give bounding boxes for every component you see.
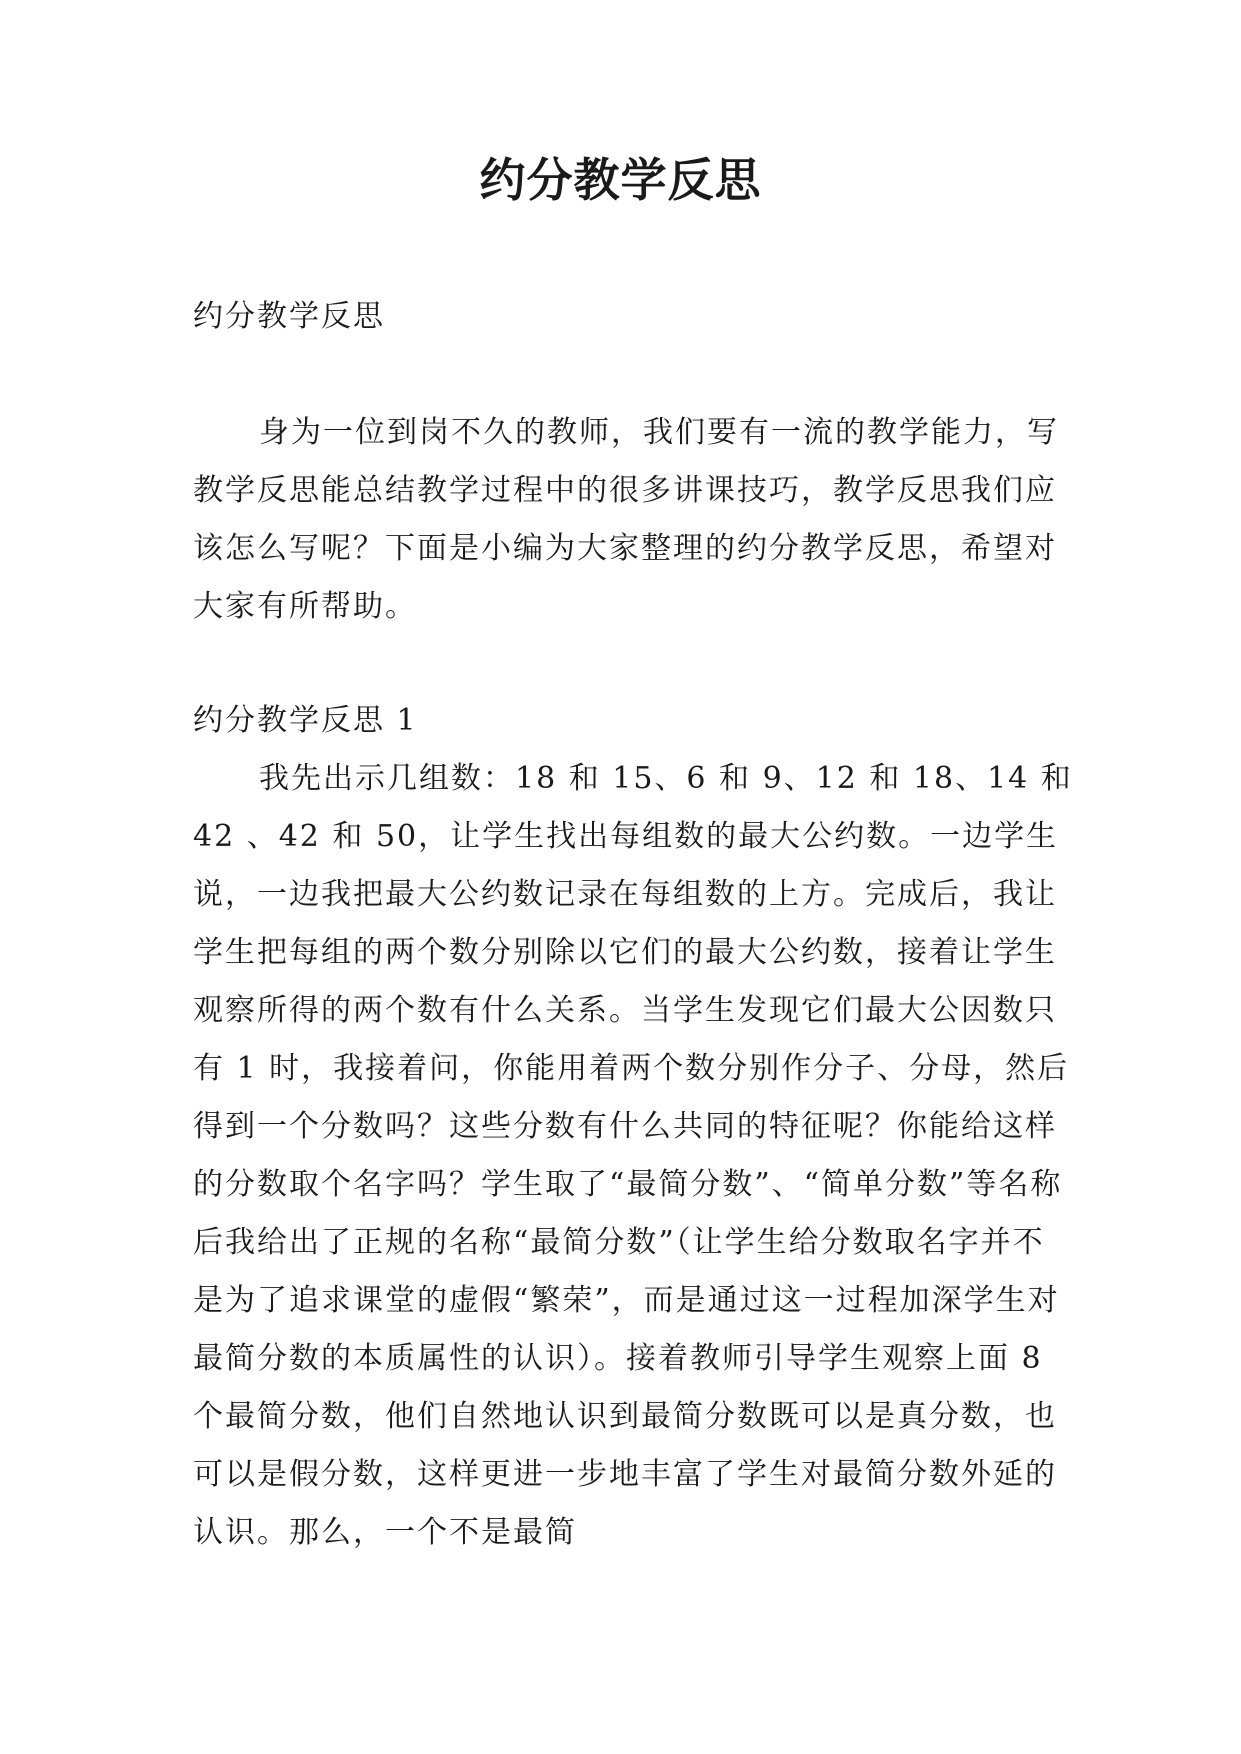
document-title: 约分教学反思	[479, 153, 762, 207]
body-paragraph: 我先出示几组数：18 和 15、6 和 9、12 和 18、14 和 42 、42 和 50，让学生找出每组数的最大公约数。一边学生说，一边我把最大公约数记录在每组数的上方。完成后，我让学生把每组的两个数分别除以它们的最大公约数，接着让学生观察所得的两个数有什么关系。当学生发现它们最大公因数只有 1 时，我接着问，你能用着两个数分别作分子、分母，然后得到一个分数吗？这些分数有什么共同的特征呢？你能给这样的分数取个名字吗？学生取了“最简分数”、“简单分数”等名称后我给出了正规的名称“最简分数”（让学生给分数取名字并不是为了追求课堂的虚假“繁荣”，而是通过这一过程加深学生对最简分数的本质属性的认识）。接着教师引导学生观察上面 8 个最简分数，他们自然地认识到最简分数既可以是真分数，也可以是假分数，这样更进一步地丰富了学生对最简分数外延的认识。那么，一个不是最简	[193, 761, 1073, 1550]
document-subtitle: 约分教学反思	[193, 299, 385, 334]
intro-paragraph: 身为一位到岗不久的教师，我们要有一流的教学能力，写教学反思能总结教学过程中的很多讲课技巧，教学反思我们应该怎么写呢？下面是小编为大家整理的约分教学反思，希望对大家有所帮助。	[193, 415, 1059, 624]
section-heading: 约分教学反思 1	[193, 703, 418, 738]
